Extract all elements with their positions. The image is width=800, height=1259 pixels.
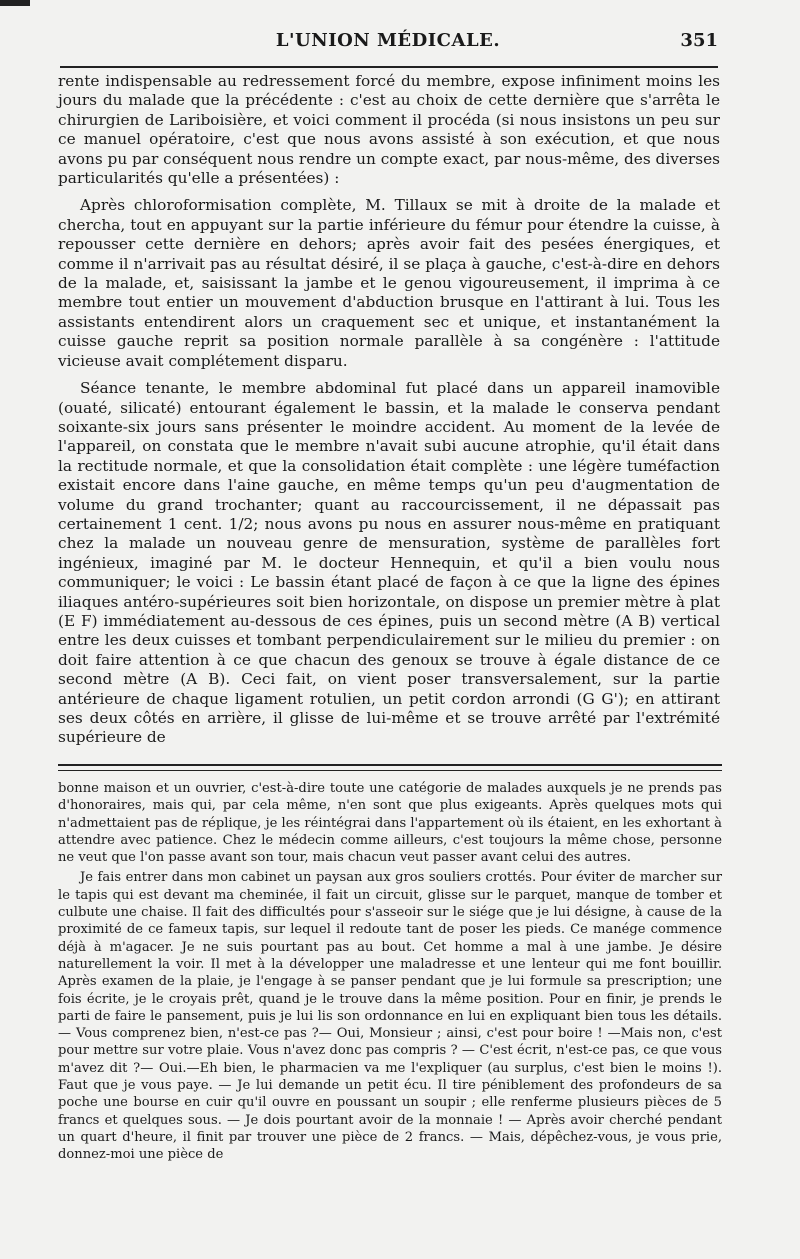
main-article-text xyxy=(58,72,720,748)
feuilleton-paragraph-waiting-patients: bonne maison et un ouvrier, c'est-à-dire toute une catégorie de malades auxquels je ne prends pas d'honoraires, mais qui, par cela même, n'en sont que plus exigeants. Après quelques mots qui n'admettaient pas de réplique, je les réintégrai dans l'appartement où ils étaient, en les exhortant à attendre avec patience. Chez le médecin comme ailleurs, c'est toujours la même chose, personne ne veut que l'on passe avant son tour, mais chacun veut passer avant celui des autres. xyxy=(58,781,722,866)
feuilleton-text xyxy=(58,780,722,1164)
journal-title: L'UNION MÉDICALE. xyxy=(275,30,501,51)
binding-mark xyxy=(0,0,30,6)
paragraph-procedure-choice: rente indispensable au redressement forcé du membre, expose infiniment moins les jours du malade que la précédente : c'est au choix de cette dernière que s'arrêta le chirurgien de Lariboisière, et voici comment il procéda (si nous insistons un peu sur ce manuel opératoire, c'est que nous avons assisté à son exécution, et que nous avons pu par conséquent nous rendre un compte exact, par nous-même, des diverses particularités qu'elle a présentées) : xyxy=(58,72,720,188)
paragraph-operation: Après chloroformisation complète, M. Tillaux se mit à droite de la malade et chercha, tout en appuyant sur la partie inférieure du fémur pour étendre la cuisse, à repousser cette dernière en dehors; après avoir fait des pesées énergiques, et comme il n'arrivait pas au résultat désiré, il se plaça à gauche, c'est-à-dire en dehors de la malade, et, saisissant la jambe et le genou vigoureusement, il imprima à ce membre tout entier un mouvement d'abduction brusque en l'attirant à lui. Tous les assistants entendirent alors un craquement sec et unique, et instantanément la cuisse gauche reprit sa position normale parallèle à sa congénère : l'attitude vicieuse avait complétement disparu. xyxy=(58,196,720,370)
paragraph-aftercare: Séance tenante, le membre abdominal fut placé dans un appareil inamovible (ouaté, silicaté) entourant également le bassin, et la malade le conserva pendant soixante-six jours sans présenter le moindre accident. Au moment de la levée de l'appareil, on constata que le membre n'avait subi aucune atrophie, qu'il était dans la rectitude normale, et que la consolidation était complète : une légère tuméfaction existait encore dans l'aine gauche, en même temps qu'un peu d'augmentation de volume du grand trochanter; quant au raccourcissement, il ne dépassait pas certainement 1 cent. 1/2; nous avons pu nous en assurer nous-même en pratiquant chez la malade un nouveau genre de mensuration, système de parallèles fort ingénieux, imaginé par M. le docteur Hennequin, et qu'il a bien voulu nous communiquer; le voici : Le bassin étant placé de façon à ce que la ligne des épines iliaques antéro-supérieures soit bien horizontale, on dispose un premier mètre à plat (E F) immédiatement au-dessous de ces épines, puis un second mètre (A B) vertical entre les deux cuisses et tombant perpendiculairement sur le milieu du premier : on doit faire attention à ce que chacun des genoux se trouve à égale distance de ce second mètre (A B). Ceci fait, on vient poser transversalement, sur la partie antérieure de chaque ligament rotulien, un petit cordon arrondi (G G'); en attirant ses deux côtés en arrière, il glisse de lui-même et se trouve arrêté par l'extrémité supérieure de xyxy=(58,379,720,747)
page-header xyxy=(58,28,718,58)
page-number: 351 xyxy=(680,30,718,51)
feuilleton-paragraph-peasant: Je fais entrer dans mon cabinet un paysan aux gros souliers crottés. Pour éviter de marcher sur le tapis qui est devant ma cheminée, il fait un circuit, glisse sur le parquet, manque de tomber et culbute une chaise. Il fait des difficultés pour s'asseoir sur le siége que je lui désigne, à cause de la proximité de ce fameux tapis, sur lequel il redoute tant de poser les pieds. Ce manége commence déjà à m'agacer. Je ne suis pourtant pas au bout. Cet homme a mal à une jambe. Je désire naturellement la voir. Il met à la développer une maladresse et une lenteur qui me font bouillir. Après examen de la plaie, je l'engage à se panser pendant que je lui formule sa prescription; une fois écrite, je le croyais prêt, quand je le trouve dans la même position. Pour en finir, je prends le parti de faire le pansement, puis je lui lis son ordonnance en lui en expliquant bien tous les détails.— Vous comprenez bien, n'est-ce pas ?— Oui, Monsieur ; ainsi, c'est pour boire ! —Mais non, c'est pour mettre sur votre plaie. Vous n'avez donc pas compris ? — C'est écrit, n'est-ce pas, ce que vous m'avez dit ?— Oui.—Eh bien, le pharmacien va me l'expliquer (au surplus, c'est bien le moins !). Faut que je vous paye. — Je lui demande un petit écu. Il tire péniblement des profondeurs de sa poche une bourse en cuir qu'il ouvre en poussant un soupir ; elle renferme plusieurs pièces de 5 francs et quelques sous. — Je dois pourtant avoir de la monnaie ! — Après avoir cherché pendant un quart d'heure, il finit par trouver une pièce de 2 francs. — Mais, dépêchez-vous, je vous prie, donnez-moi une pièce de xyxy=(58,870,722,1163)
feuilleton-separator-rule xyxy=(58,764,722,771)
header-rule xyxy=(60,66,718,68)
